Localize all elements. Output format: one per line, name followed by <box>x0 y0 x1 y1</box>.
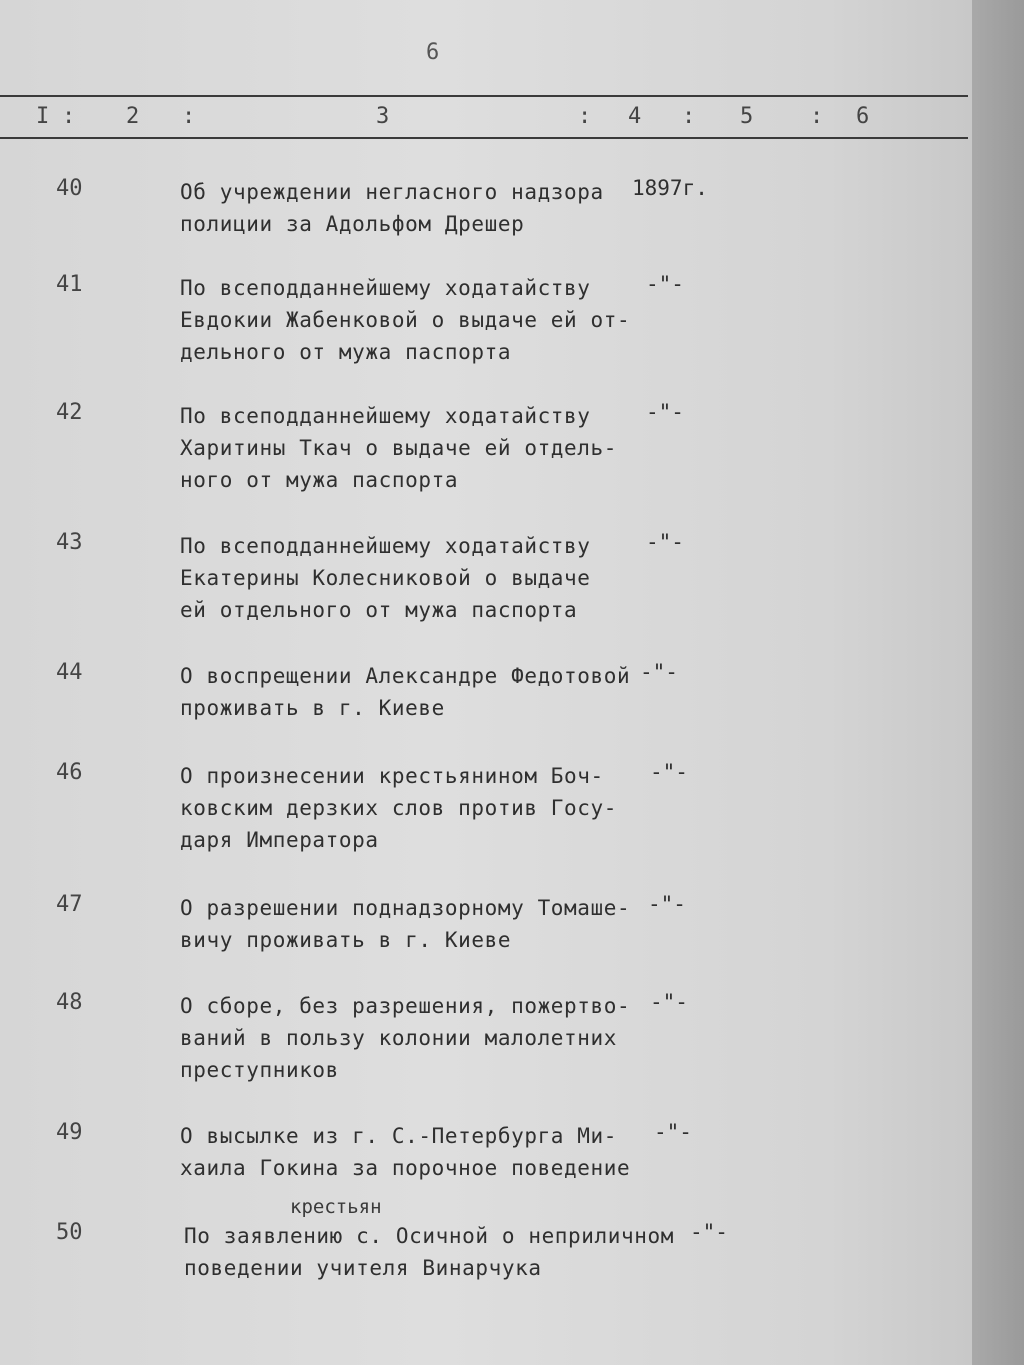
entry-date: -"- <box>646 530 684 554</box>
entry-date: -"- <box>650 990 688 1014</box>
entry-number: 43 <box>56 530 83 555</box>
table-header-bottom-rule <box>0 137 968 139</box>
entry-description <box>180 176 604 240</box>
entry-line: даря Императора <box>180 828 379 852</box>
entry-description <box>180 660 630 724</box>
entry-line: О воспрещении Александре Федотовой <box>180 664 631 688</box>
entry-line: полиции за Адольфом Дрешер <box>180 212 525 236</box>
entry-line: О высылке из г. С.-Петербурга Ми- <box>180 1124 618 1148</box>
entry-date: -"- <box>650 760 688 784</box>
entry-line: ваний в пользу колонии малолетних <box>180 1026 618 1050</box>
entry-line: хаила Гокина за порочное поведение <box>180 1156 631 1180</box>
column-separator: : <box>578 104 592 129</box>
entry-line: По всеподданнейшему ходатайству <box>180 534 591 558</box>
entry-description <box>180 892 630 956</box>
entry-date: -"- <box>690 1220 728 1244</box>
column-header: 4 <box>628 104 642 129</box>
entry-line: По всеподданнейшему ходатайству <box>180 404 591 428</box>
entry-line: ей отдельного от мужа паспорта <box>180 598 578 622</box>
entry-date: -"- <box>646 400 684 424</box>
entry-line: ковским дерзких слов против Госу- <box>180 796 618 820</box>
entry-date: -"- <box>646 272 684 296</box>
column-separator: : <box>62 104 76 129</box>
entry-line: ного от мужа паспорта <box>180 468 459 492</box>
column-header: I <box>36 104 50 129</box>
entry-line: вичу проживать в г. Киеве <box>180 928 512 952</box>
column-separator: : <box>810 104 824 129</box>
column-header: 2 <box>126 104 140 129</box>
entry-line: О разрешении поднадзорному Томаше- <box>180 896 631 920</box>
entry-line: поведении учителя Винарчука <box>184 1256 542 1280</box>
entry-line: По заявлению с. Осичной о неприличном <box>184 1224 674 1248</box>
table-header-top-rule <box>0 95 968 97</box>
handwritten-insertion: крестьян <box>290 1196 382 1218</box>
entry-line: проживать в г. Киеве <box>180 696 445 720</box>
entry-number: 47 <box>56 892 83 917</box>
background-surface <box>972 0 1024 1365</box>
column-header: 3 <box>376 104 390 129</box>
entry-number: 49 <box>56 1120 83 1145</box>
page-number: 6 <box>426 40 440 65</box>
entry-number: 48 <box>56 990 83 1015</box>
entry-number: 46 <box>56 760 83 785</box>
entry-number: 41 <box>56 272 83 297</box>
entry-number: 40 <box>56 176 83 201</box>
entry-description <box>184 1220 674 1284</box>
entry-number: 50 <box>56 1220 83 1245</box>
entry-description <box>180 760 617 856</box>
column-separator: : <box>182 104 196 129</box>
entry-line: преступников <box>180 1058 339 1082</box>
entry-date: -"- <box>654 1120 692 1144</box>
entry-date: 1897г. <box>632 176 708 200</box>
entry-line: дельного от мужа паспорта <box>180 340 512 364</box>
entry-description <box>180 990 630 1086</box>
column-header: 6 <box>856 104 870 129</box>
entry-number: 42 <box>56 400 83 425</box>
entry-line: О сборе, без разрешения, пожертво- <box>180 994 631 1018</box>
entry-line: Об учреждении негласного надзора <box>180 180 604 204</box>
entry-description <box>180 1120 630 1184</box>
entry-line: Екатерины Колесниковой о выдаче <box>180 566 591 590</box>
entry-date: -"- <box>640 660 678 684</box>
entry-description <box>180 400 617 496</box>
entry-number: 44 <box>56 660 83 685</box>
entry-description <box>180 530 591 626</box>
entry-line: Харитины Ткач о выдаче ей отдель- <box>180 436 618 460</box>
entry-line: По всеподданнейшему ходатайству <box>180 276 591 300</box>
column-header: 5 <box>740 104 754 129</box>
column-separator: : <box>682 104 696 129</box>
entry-date: -"- <box>648 892 686 916</box>
entry-description <box>180 272 630 368</box>
entry-line: Евдокии Жабенковой о выдаче ей от- <box>180 308 631 332</box>
entry-line: О произнесении крестьянином Боч- <box>180 764 604 788</box>
